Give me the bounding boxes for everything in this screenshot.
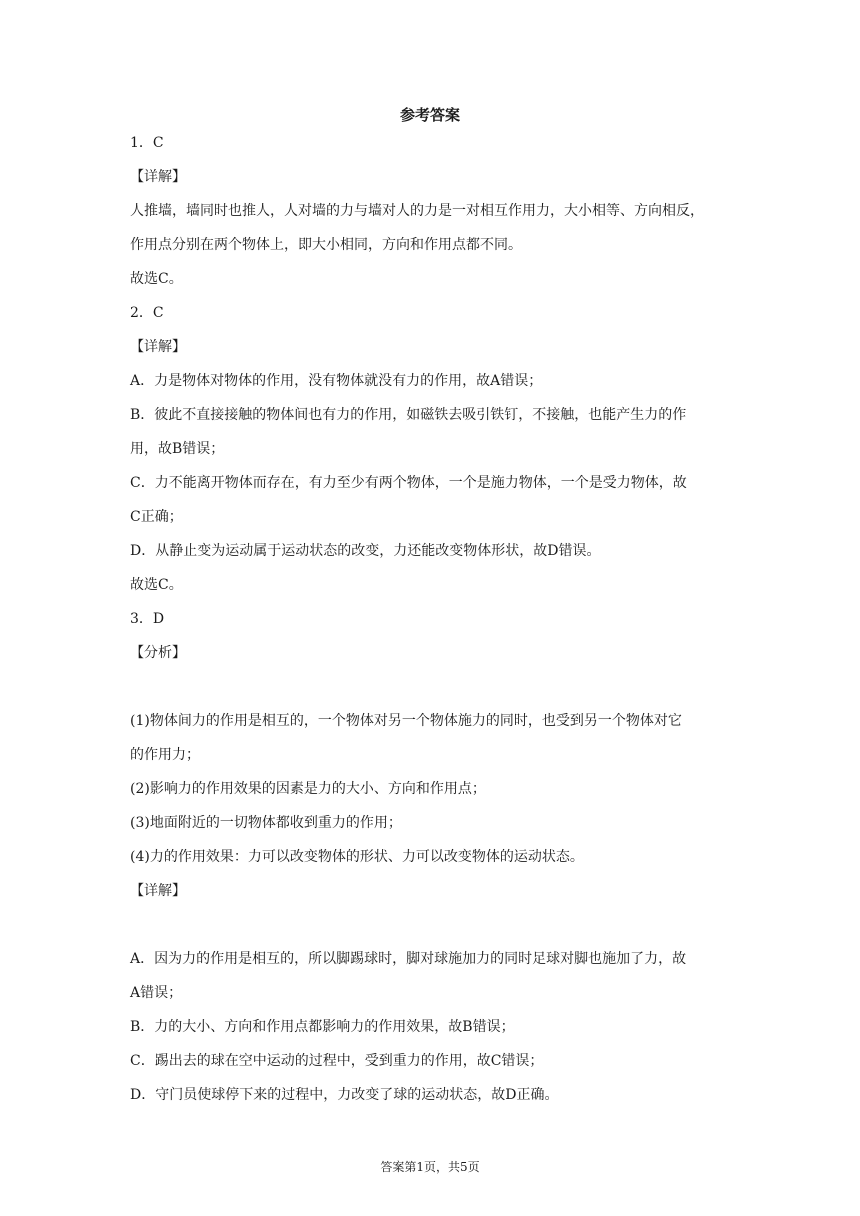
- q1-detail-line-2: 作用点分别在两个物体上，即大小相同，方向和作用点都不同。: [130, 237, 522, 253]
- q2-answer: 2．C: [130, 305, 164, 321]
- q2-conclusion: 故选C。: [130, 577, 183, 593]
- q1-conclusion: 故选C。: [130, 271, 183, 287]
- answer-content: [130, 132, 730, 1118]
- spacer: [130, 676, 730, 710]
- q2-option-d: D．从静止变为运动属于运动状态的改变，力还能改变物体形状，故D错误。: [130, 543, 601, 559]
- q3-option-d: D．守门员使球停下来的过程中，力改变了球的运动状态，故D正确。: [130, 1087, 559, 1103]
- q3-analysis-2: (2)影响力的作用效果的因素是力的大小、方向和作用点；: [130, 781, 486, 797]
- q3-analysis-4: (4)力的作用效果：力可以改变物体的形状、力可以改变物体的运动状态。: [130, 849, 584, 865]
- q1-answer: 1．C: [130, 135, 164, 151]
- q3-option-b: B．力的大小、方向和作用点都影响力的作用效果，故B错误；: [130, 1019, 515, 1035]
- q2-option-c-line-1: C．力不能离开物体而存在，有力至少有两个物体，一个是施力物体，一个是受力物体，故: [130, 475, 687, 491]
- q3-detail-heading: 【详解】: [130, 883, 186, 899]
- q2-detail-heading: 【详解】: [130, 339, 186, 355]
- q2-option-b-line-2: 用，故B错误；: [130, 441, 225, 457]
- q3-analysis-1-line-2: 的作用力；: [130, 747, 200, 763]
- q3-option-a-line-2: A错误；: [130, 985, 183, 1001]
- q3-analysis-1-line-1: (1)物体间力的作用是相互的，一个物体对另一个物体施力的同时，也受到另一个物体对它: [130, 713, 682, 729]
- q1-detail-line-1: 人推墙，墙同时也推人，人对墙的力与墙对人的力是一对相互作用力，大小相等、方向相反，: [130, 203, 704, 219]
- page-title: 参考答案: [399, 106, 460, 124]
- spacer: [130, 914, 730, 948]
- q3-answer: 3．D: [130, 611, 165, 627]
- q3-analysis-heading: 【分析】: [130, 645, 186, 661]
- q3-option-a-line-1: A．因为力的作用是相互的，所以脚踢球时，脚对球施加力的同时足球对脚也施加了力，故: [130, 951, 687, 967]
- q2-option-b-line-1: B．彼此不直接接触的物体间也有力的作用，如磁铁去吸引铁钉，不接触，也能产生力的作: [130, 407, 687, 423]
- page-footer: 答案第1页，共5页: [380, 1160, 480, 1174]
- q1-detail-heading: 【详解】: [130, 169, 186, 185]
- q3-analysis-3: (3)地面附近的一切物体都收到重力的作用；: [130, 815, 402, 831]
- q2-option-a: A．力是物体对物体的作用，没有物体就没有力的作用，故A错误；: [130, 373, 543, 389]
- q3-option-c: C．踢出去的球在空中运动的过程中，受到重力的作用，故C错误；: [130, 1053, 544, 1069]
- q2-option-c-line-2: C正确；: [130, 509, 183, 525]
